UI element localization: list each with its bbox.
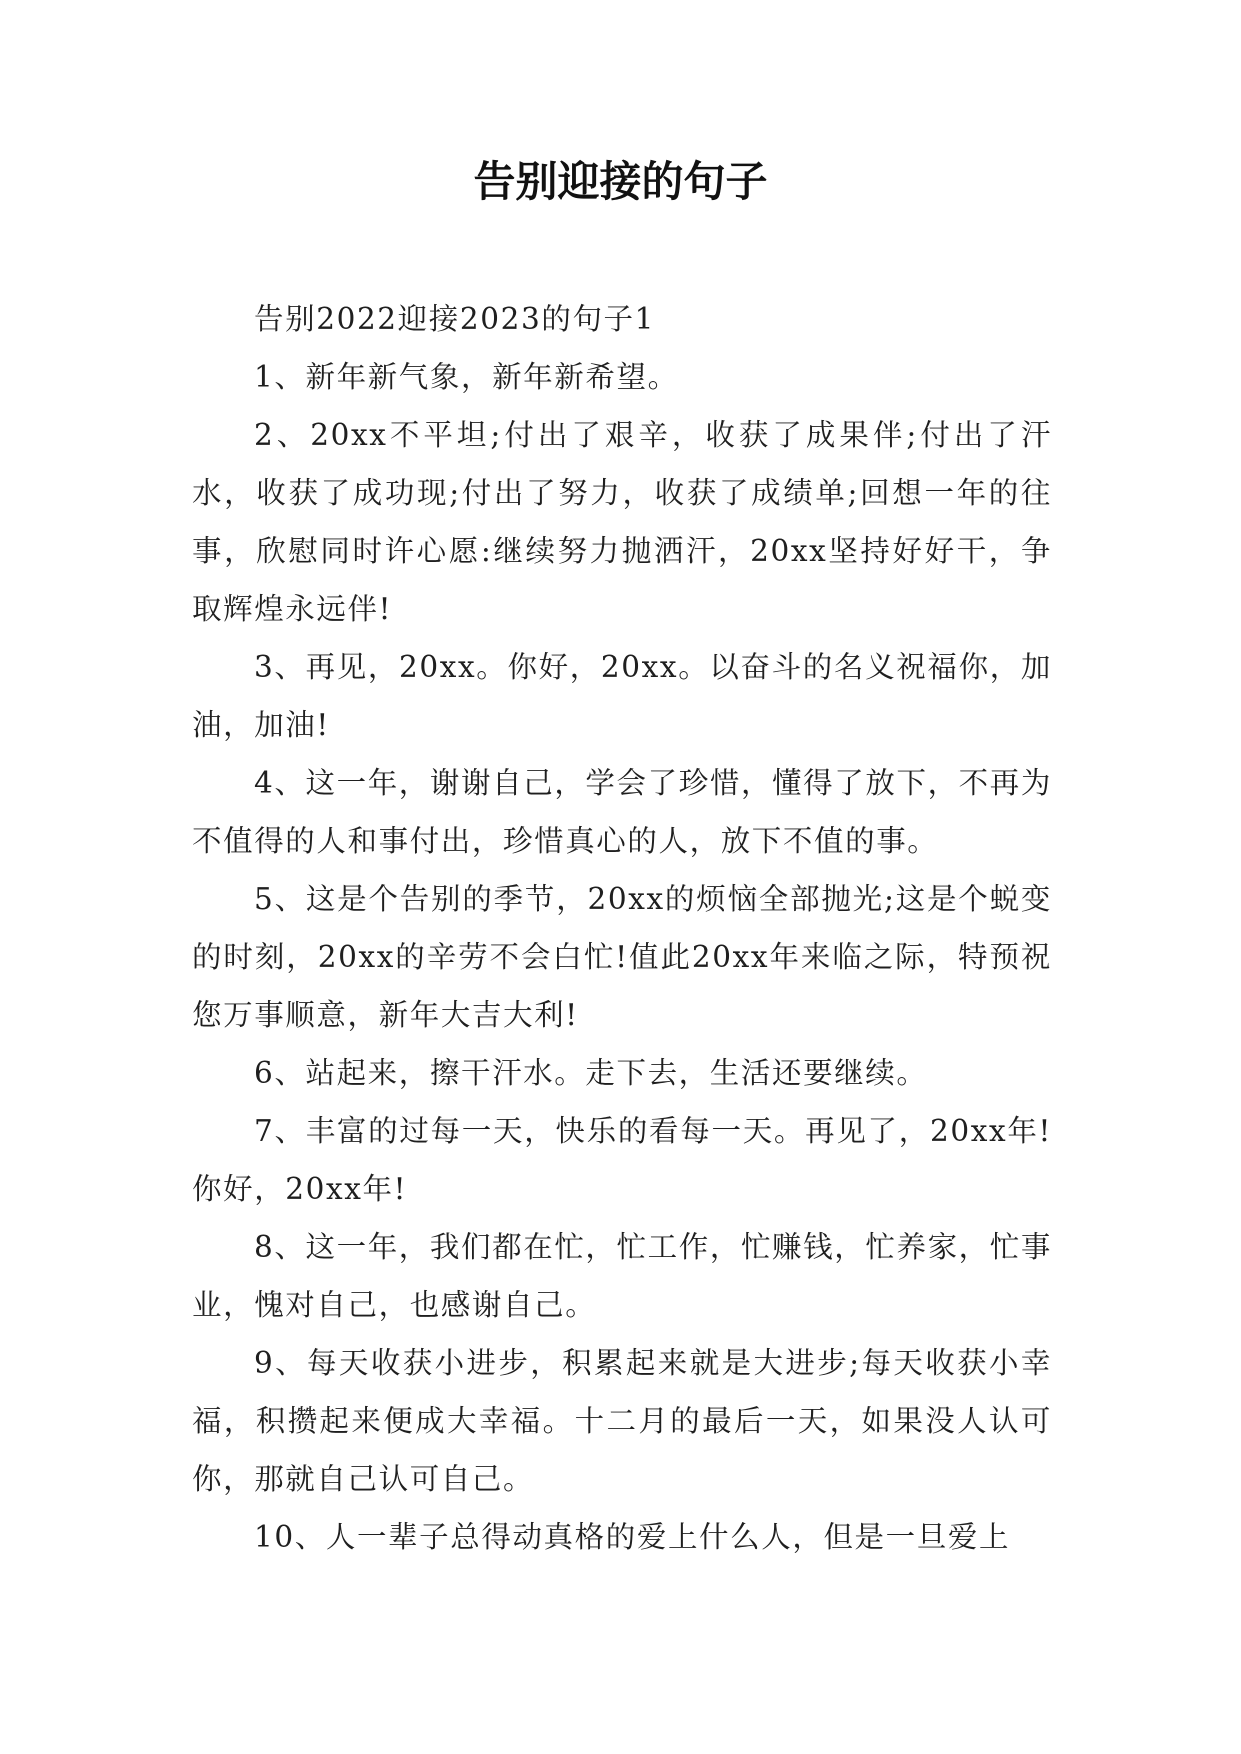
paragraph-item-5: 5、这是个告别的季节，20xx的烦恼全部抛光;这是个蜕变的时刻，20xx的辛劳不会白忙!值此20xx年来临之际，特预祝您万事顺意，新年大吉大利! xyxy=(192,882,1052,1032)
paragraph-item-3: 3、再见，20xx。你好，20xx。以奋斗的名义祝福你，加油，加油! xyxy=(192,650,1052,742)
paragraph-item-2: 2、20xx不平坦;付出了艰辛，收获了成果伴;付出了汗水，收获了成功现;付出了努力，收获了成绩单;回想一年的往事，欣慰同时许心愿:继续努力抛洒汗，20xx坚持好好干，争取辉煌永远伴! xyxy=(192,418,1052,626)
document-title: 告别迎接的句子 xyxy=(473,157,768,206)
paragraph-item-6: 6、站起来，擦干汗水。走下去，生活还要继续。 xyxy=(254,1056,928,1090)
paragraph-item-1: 1、新年新气象，新年新希望。 xyxy=(254,360,679,394)
paragraph-subtitle: 告别2022迎接2023的句子1 xyxy=(254,302,656,336)
paragraph-item-9: 9、每天收获小进步，积累起来就是大进步;每天收获小幸福，积攒起来便成大幸福。十二月的最后一天，如果没人认可你，那就自己认可自己。 xyxy=(192,1346,1052,1496)
paragraph-item-10: 10、人一辈子总得动真格的爱上什么人，但是一旦爱上 xyxy=(254,1520,1011,1554)
paragraph-item-7: 7、丰富的过每一天，快乐的看每一天。再见了，20xx年!你好，20xx年! xyxy=(192,1114,1052,1206)
document-body xyxy=(192,290,1052,1566)
paragraph-item-8: 8、这一年，我们都在忙，忙工作，忙赚钱，忙养家，忙事业，愧对自己，也感谢自己。 xyxy=(192,1230,1052,1322)
paragraph-item-4: 4、这一年，谢谢自己，学会了珍惜，懂得了放下，不再为不值得的人和事付出，珍惜真心的人，放下不值的事。 xyxy=(192,766,1052,858)
